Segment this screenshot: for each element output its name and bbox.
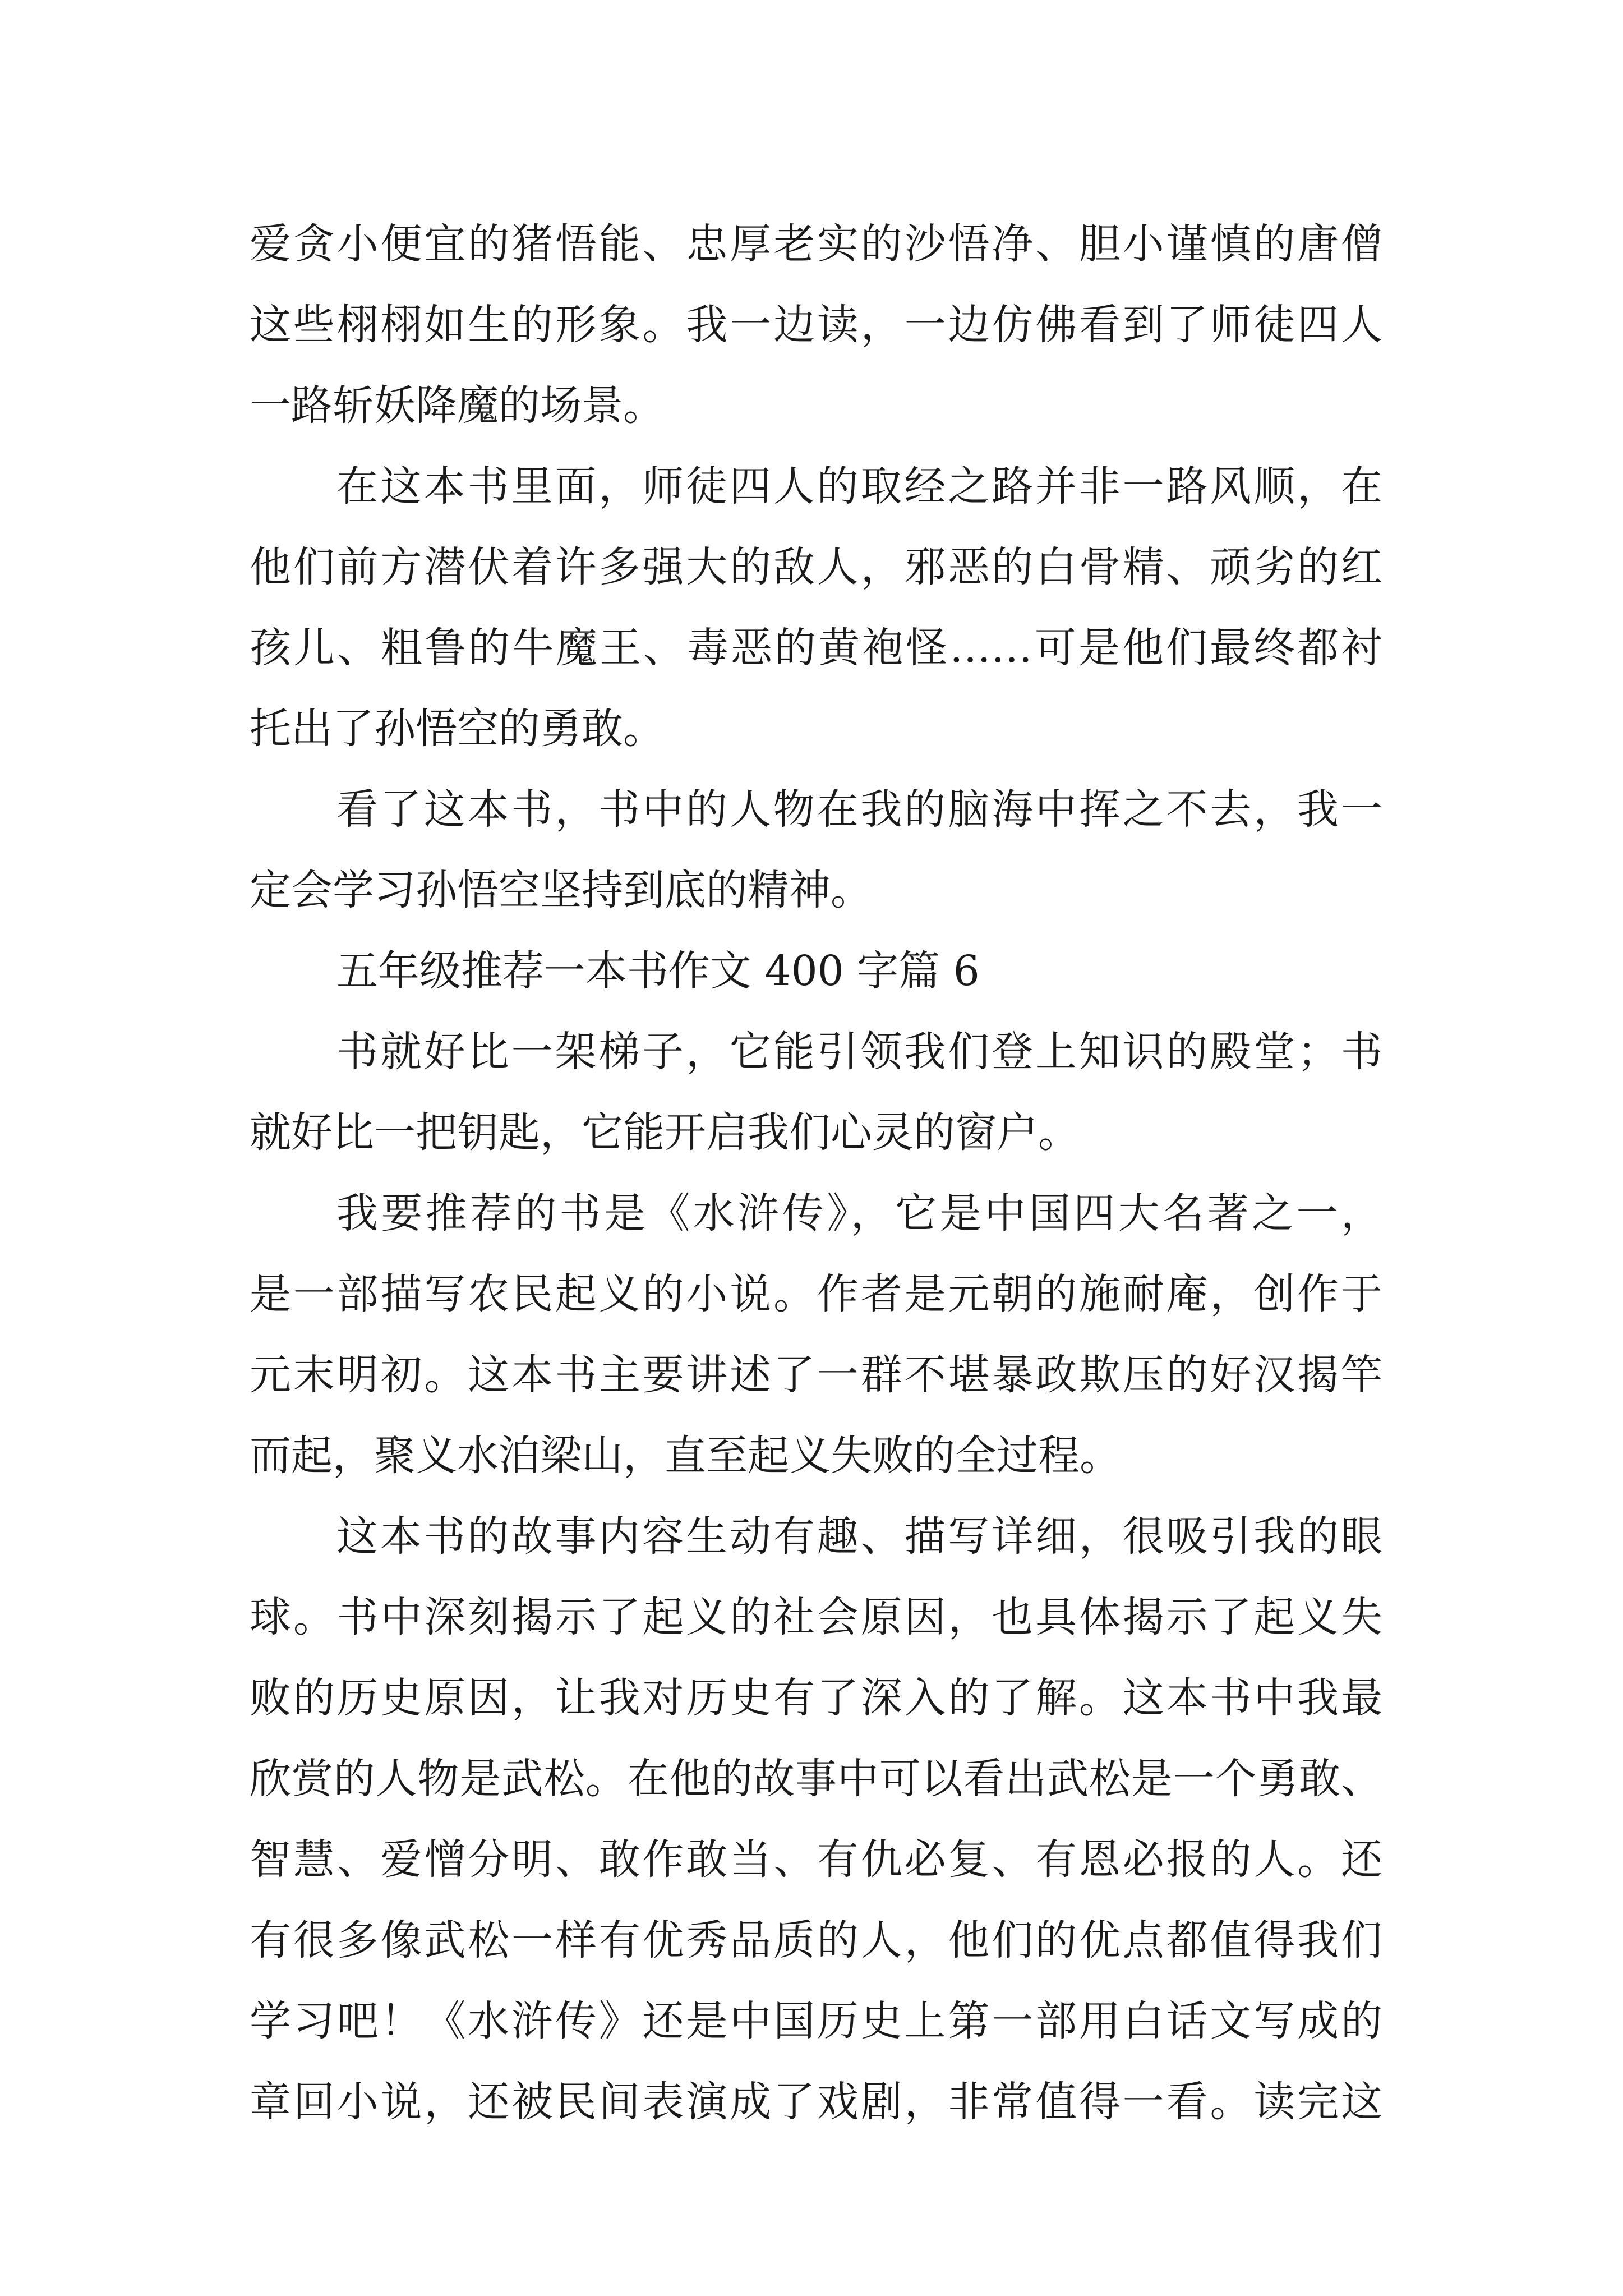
- paragraph-line: 有很多像武松一样有优秀品质的人，他们的优点都值得我们: [250, 1916, 1382, 1964]
- paragraph-line: 这些栩栩如生的形象。我一边读，一边仿佛看到了师徒四人: [250, 301, 1382, 349]
- paragraph-line: 球。书中深刻揭示了起义的社会原因，也具体揭示了起义失: [250, 1593, 1382, 1641]
- paragraph-line: 就好比一把钥匙，它能开启我们心灵的窗户。: [250, 1108, 1080, 1157]
- paragraph-line: 而起，聚义水泊梁山，直至起义失败的全过程。: [250, 1432, 1121, 1480]
- paragraph-line: 元末明初。这本书主要讲述了一群不堪暴政欺压的好汉揭竿: [250, 1351, 1382, 1399]
- paragraph-line: 智慧、爱憎分明、敢作敢当、有仇必复、有恩必报的人。还: [250, 1835, 1382, 1884]
- paragraph-line: 学习吧！《水浒传》还是中国历史上第一部用白话文写成的: [250, 1997, 1382, 2045]
- paragraph-line: 定会学习孙悟空坚持到底的精神。: [250, 866, 872, 914]
- paragraph-line: 章回小说，还被民间表演成了戏剧，非常值得一看。读完这: [250, 2078, 1382, 2126]
- paragraph-line: 我要推荐的书是《水浒传》，它是中国四大名著之一，: [336, 1189, 1382, 1237]
- paragraph-line: 孩儿、粗鲁的牛魔王、毒恶的黄袍怪……可是他们最终都衬: [250, 624, 1382, 672]
- paragraph-line: 这本书的故事内容生动有趣、描写详细，很吸引我的眼: [336, 1512, 1382, 1561]
- paragraph-line: 托出了孙悟空的勇敢。: [250, 705, 665, 753]
- paragraph-line: 他们前方潜伏着许多强大的敌人，邪恶的白骨精、顽劣的红: [250, 543, 1382, 591]
- paragraph-line: 是一部描写农民起义的小说。作者是元朝的施耐庵，创作于: [250, 1270, 1382, 1318]
- section-heading: 五年级推荐一本书作文 400 字篇 6: [336, 947, 980, 995]
- paragraph-line: 看了这本书，书中的人物在我的脑海中挥之不去，我一: [336, 785, 1382, 834]
- paragraph-line: 欣赏的人物是武松。在他的故事中可以看出武松是一个勇敢、: [250, 1755, 1382, 1803]
- paragraph-line: 一路斩妖降魔的场景。: [250, 381, 665, 430]
- paragraph-line: 书就好比一架梯子，它能引领我们登上知识的殿堂；书: [336, 1028, 1382, 1076]
- paragraph-line: 败的历史原因，让我对历史有了深入的了解。这本书中我最: [250, 1674, 1382, 1722]
- paragraph-line: 在这本书里面，师徒四人的取经之路并非一路风顺，在: [336, 462, 1382, 510]
- paragraph-line: 爱贪小便宜的猪悟能、忠厚老实的沙悟净、胆小谨慎的唐僧: [250, 220, 1382, 268]
